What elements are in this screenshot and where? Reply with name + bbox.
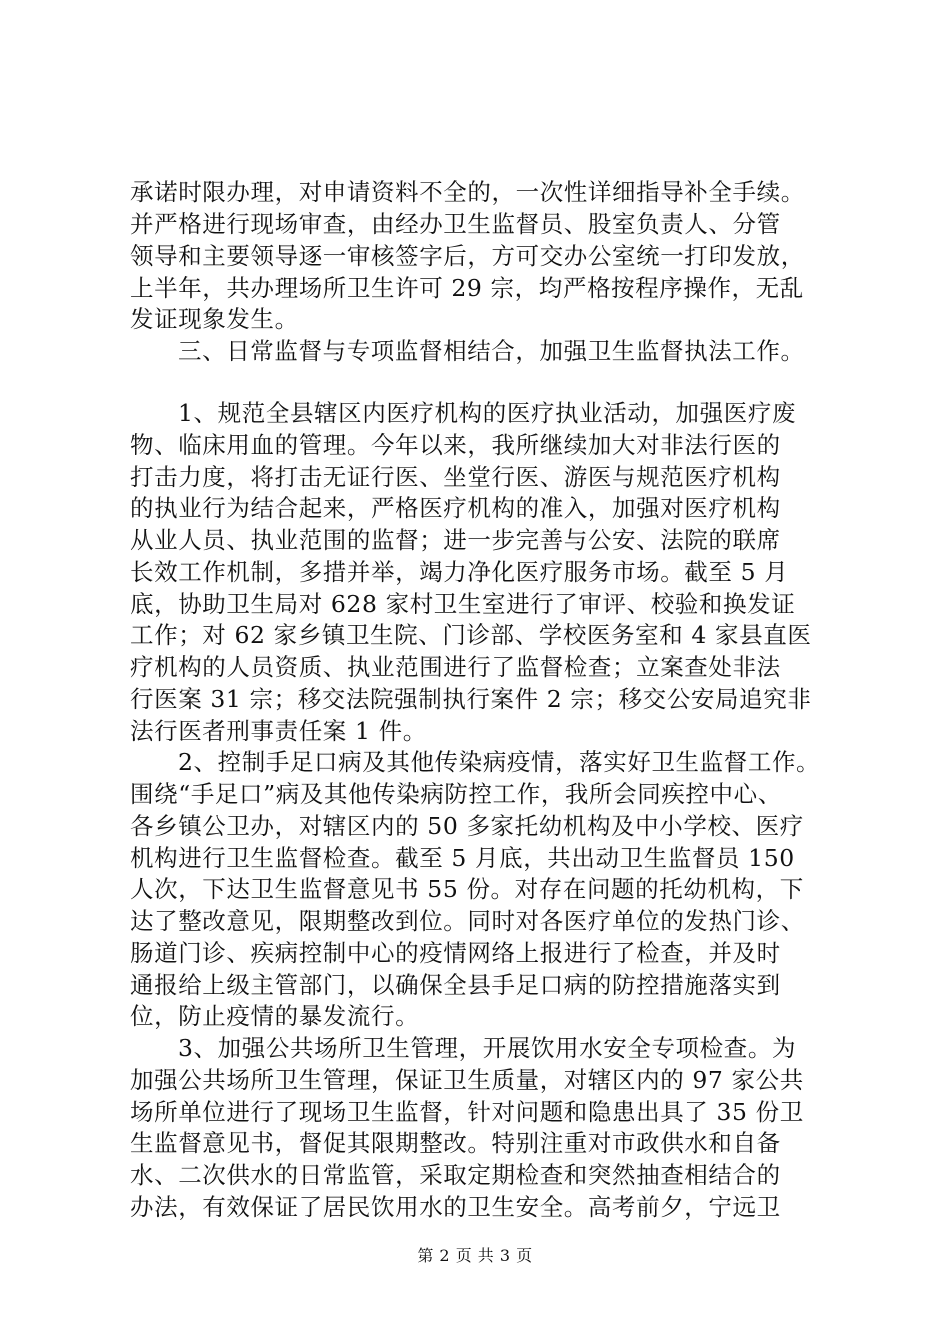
text-line: 位，防止疫情的暴发流行。 bbox=[130, 1002, 420, 1030]
page-footer: 第 2 页 共 3 页 bbox=[417, 1246, 533, 1265]
paragraph-start: 3、加强公共场所卫生管理，开展饮用水安全专项检查。为 bbox=[178, 1034, 797, 1062]
paragraph-start: 2、控制手足口病及其他传染病疫情，落实好卫生监督工作。 bbox=[178, 748, 821, 776]
text-line: 生监督意见书，督促其限期整改。特别注重对市政供水和自备 bbox=[130, 1129, 781, 1157]
text-line: 发证现象发生。 bbox=[130, 305, 299, 333]
text-line: 的执业行为结合起来，严格医疗机构的准入，加强对医疗机构 bbox=[130, 494, 781, 522]
text-line: 加强公共场所卫生管理，保证卫生质量，对辖区内的 97 家公共 bbox=[130, 1066, 804, 1094]
text-line: 打击力度，将打击无证行医、坐堂行医、游医与规范医疗机构 bbox=[130, 463, 781, 491]
text-line: 工作；对 62 家乡镇卫生院、门诊部、学校医务室和 4 家县直医 bbox=[130, 621, 812, 649]
text-line: 各乡镇公卫办，对辖区内的 50 多家托幼机构及中小学校、医疗 bbox=[130, 812, 804, 840]
section-heading: 三、日常监督与专项监督相结合，加强卫生监督执法工作。 bbox=[178, 337, 805, 365]
text-line: 通报给上级主管部门，以确保全县手足口病的防控措施落实到 bbox=[130, 971, 781, 999]
text-line: 底，协助卫生局对 628 家村卫生室进行了审评、校验和换发证 bbox=[130, 590, 796, 618]
text-line: 并严格进行现场审查，由经办卫生监督员、股室负责人、分管 bbox=[130, 210, 781, 238]
text-line: 水、二次供水的日常监管，采取定期检查和突然抽查相结合的 bbox=[130, 1161, 781, 1189]
text-line: 领导和主要领导逐一审核签字后，方可交办公室统一打印发放， bbox=[130, 242, 805, 270]
text-line: 机构进行卫生监督检查。截至 5 月底，共出动卫生监督员 150 bbox=[130, 844, 795, 872]
text-line: 围绕“手足口”病及其他传染病防控工作，我所会同疾控中心、 bbox=[130, 780, 782, 808]
text-line: 场所单位进行了现场卫生监督，针对问题和隐患出具了 35 份卫 bbox=[130, 1098, 804, 1126]
text-line: 法行医者刑事责任案 1 件。 bbox=[130, 717, 427, 745]
paragraph-start: 1、规范全县辖区内医疗机构的医疗执业活动，加强医疗废 bbox=[178, 399, 797, 427]
text-line: 人次，下达卫生监督意见书 55 份。对存在问题的托幼机构，下 bbox=[130, 875, 804, 903]
text-line: 长效工作机制，多措并举，竭力净化医疗服务市场。截至 5 月 bbox=[130, 558, 789, 586]
text-line: 行医案 31 宗；移交法院强制执行案件 2 宗；移交公安局追究非 bbox=[130, 685, 812, 713]
text-line: 从业人员、执业范围的监督；进一步完善与公安、法院的联席 bbox=[130, 526, 781, 554]
text-line: 物、临床用血的管理。今年以来，我所继续加大对非法行医的 bbox=[130, 431, 781, 459]
text-line: 肠道门诊、疾病控制中心的疫情网络上报进行了检查，并及时 bbox=[130, 939, 781, 967]
text-line: 办法，有效保证了居民饮用水的卫生安全。高考前夕，宁远卫 bbox=[130, 1193, 781, 1221]
text-line: 疗机构的人员资质、执业范围进行了监督检查；立案查处非法 bbox=[130, 653, 781, 681]
text-line: 承诺时限办理，对申请资料不全的，一次性详细指导补全手续。 bbox=[130, 178, 805, 206]
text-line: 达了整改意见，限期整改到位。同时对各医疗单位的发热门诊、 bbox=[130, 907, 805, 935]
text-line: 上半年，共办理场所卫生许可 29 宗，均严格按程序操作，无乱 bbox=[130, 274, 804, 302]
